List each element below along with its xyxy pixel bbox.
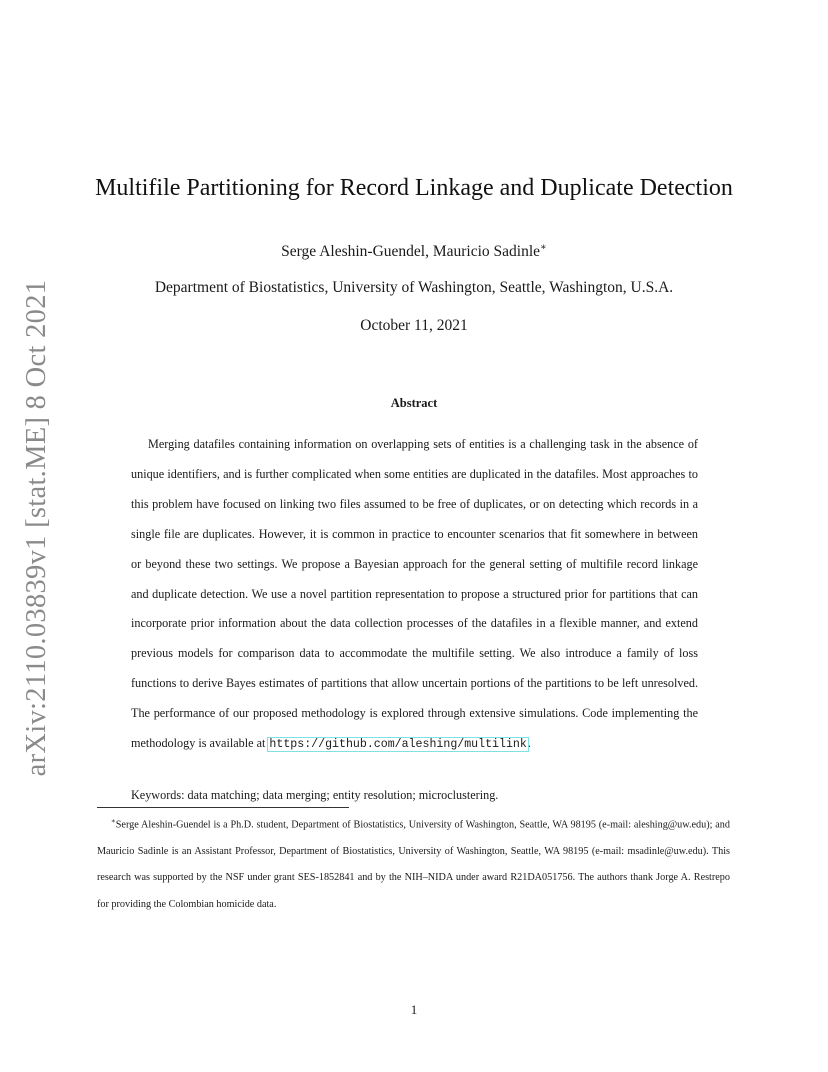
abstract-body xyxy=(131,430,698,760)
affiliation: Department of Biostatistics, University of Washington, Seattle, Washington, U.S.A. xyxy=(154,279,674,296)
abstract-heading: Abstract xyxy=(390,396,438,410)
publication-date: October 11, 2021 xyxy=(360,317,468,334)
paper-title: Multifile Partitioning for Record Linkage and Duplicate Detection xyxy=(95,175,733,201)
abstract-text: Merging datafiles containing information on overlapping sets of entities is a challenging task in the absence of unique identifiers, and is further complicated when some entities are duplicated in the datafiles. Most approaches to this problem have focused on linking two files assumed to be free of duplicates, or on detecting which records in a single file are duplicates. However, it is common in practice to encounter scenarios that fit somewhere in between or beyond these two settings. We propose a Bayesian approach for the general setting of multifile record linkage and duplicate detection. We use a novel partition representation to propose a structured prior for partitions that can incorporate prior information about the data collection processes of the datafiles in a flexible manner, and extend previous models for comparison data to accommodate the multifile setting. We also introduce a family of loss functions to derive Bayes estimates of partitions that allow uncertain portions of the partitions to be left unresolved. The performance of our proposed methodology is explored through extensive simulations. Code implementing the methodology is available at xyxy=(131,437,698,751)
page-number: 1 xyxy=(410,1002,418,1017)
author-line xyxy=(0,242,828,261)
footnote-text: Serge Aleshin-Guendel is a Ph.D. student, Department of Biostatistics, University of Washington, Seattle, WA 98195 (e-mail: aleshing@uw.edu); and Mauricio Sadinle is an Assistant Professor, Department of Biostatistics, University of Washington, Seattle, WA 98195 (e-mail: msadinle@uw.edu). This research was supported by the NSF under grant SES-1852841 and by the NIH–NIDA under award R21DA051756. The authors thank Jorge A. Restrepo for providing the Colombian homicide data. xyxy=(97,819,730,910)
code-repository-link[interactable]: https://github.com/aleshing/multilink xyxy=(269,738,527,752)
keywords: Keywords: data matching; data merging; entity resolution; microclustering. xyxy=(131,788,499,802)
abstract-text-end: . xyxy=(527,736,531,751)
author-footnote-marker: ∗ xyxy=(540,242,547,253)
author-footnote xyxy=(97,808,730,918)
author-names: Serge Aleshin-Guendel, Mauricio Sadinle xyxy=(281,243,541,261)
footnote-marker: ∗ xyxy=(111,817,116,825)
arxiv-sidebar-stamp: arXiv:2110.03839v1 [stat.ME] 8 Oct 2021 xyxy=(21,279,52,777)
